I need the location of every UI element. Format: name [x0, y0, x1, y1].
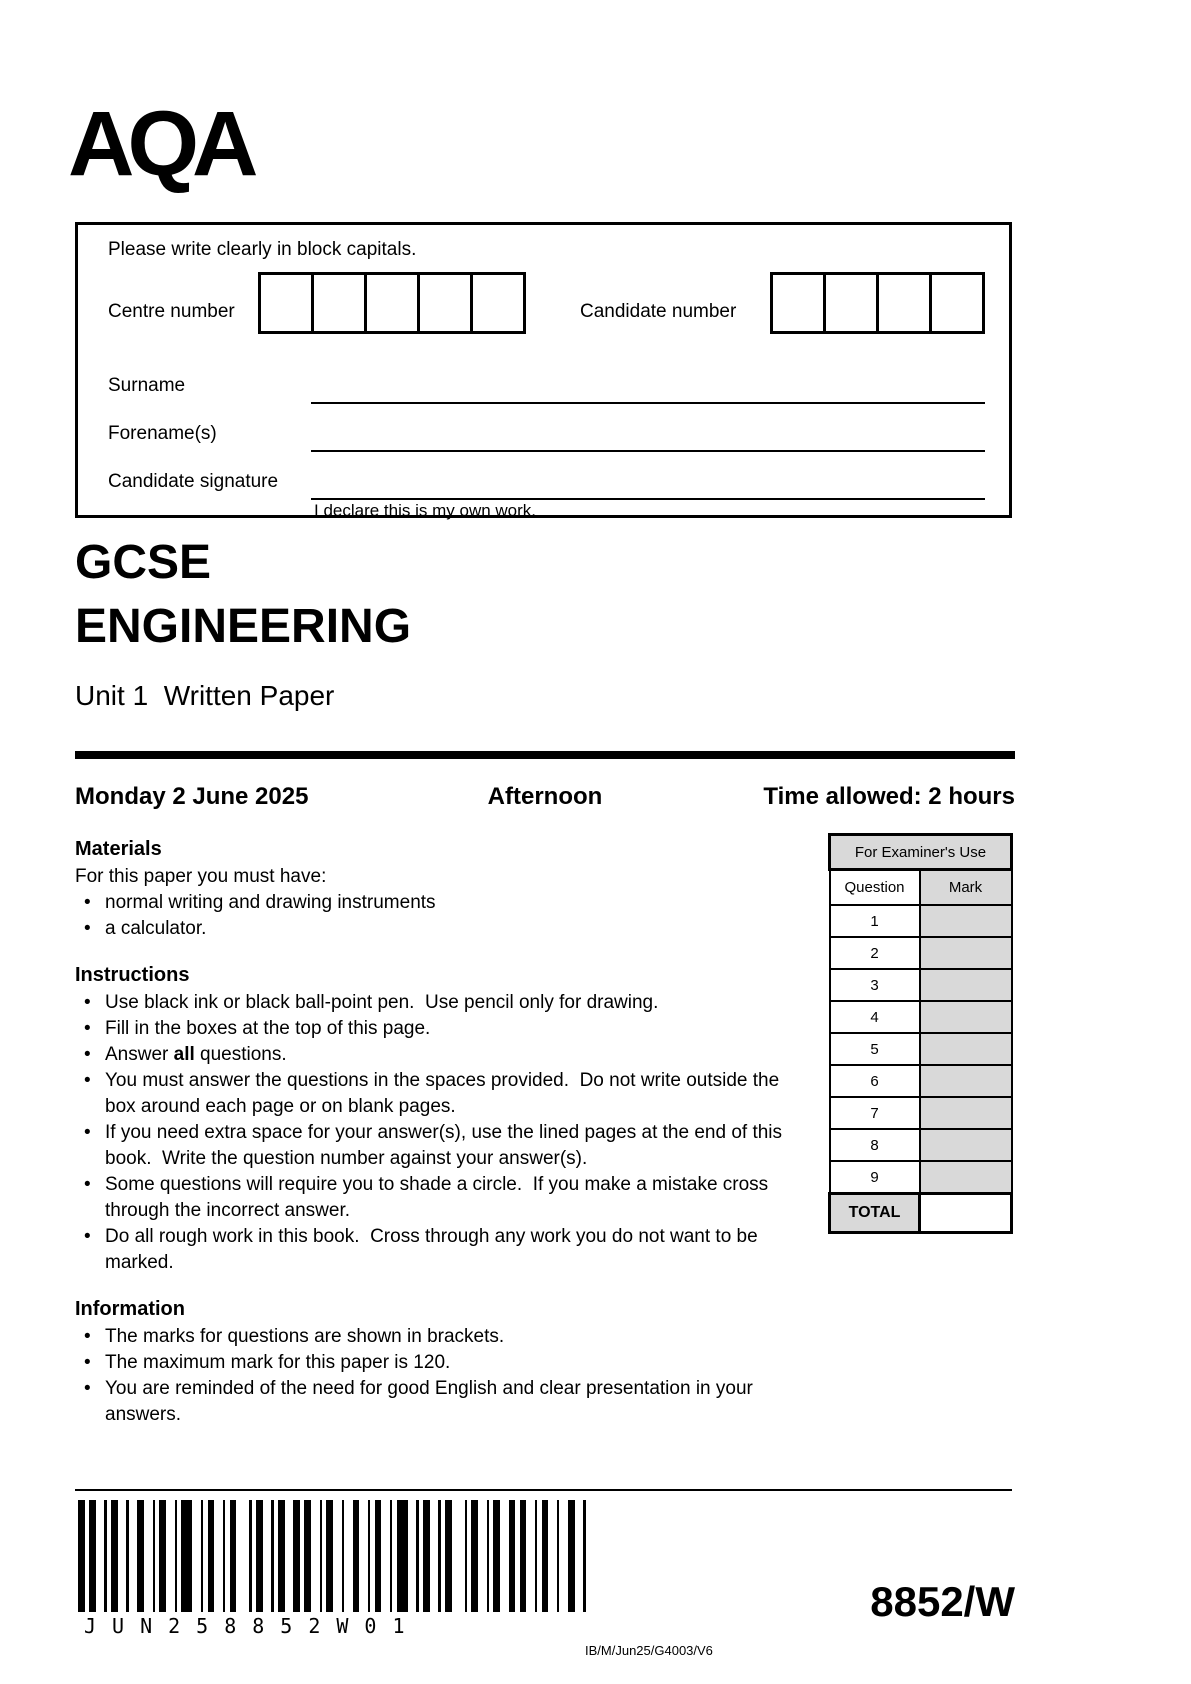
total-mark-cell — [920, 1194, 1012, 1233]
materials-intro: For this paper you must have: — [75, 866, 327, 887]
barcode-text: JUN258852W01 — [84, 1614, 421, 1638]
question-number-cell: 7 — [830, 1097, 920, 1129]
bullet-item: • a calculator. — [75, 916, 807, 942]
bullet-item: • The marks for questions are shown in brackets. — [75, 1324, 807, 1350]
bullet-item: • normal writing and drawing instruments — [75, 890, 807, 916]
entry-cell[interactable] — [258, 272, 314, 334]
bullet-item: • Do all rough work in this book. Cross through any work you do not want to be marked. — [75, 1224, 807, 1276]
information-heading: Information — [75, 1298, 185, 1320]
examiner-use-table — [828, 833, 1013, 1234]
mark-cell — [920, 1161, 1012, 1194]
instructions-heading: Instructions — [75, 964, 190, 986]
candidate-details-box — [75, 222, 1012, 518]
entry-cell[interactable] — [876, 272, 932, 334]
question-mark-row — [830, 1065, 1012, 1097]
question-number-cell: 1 — [830, 905, 920, 937]
bullet-item: • Some questions will require you to shade a circle. If you make a mistake cross through the incorrect answer. — [75, 1172, 807, 1224]
question-column-header: Question — [830, 870, 920, 906]
question-number-cell: 8 — [830, 1129, 920, 1161]
question-mark-row — [830, 1129, 1012, 1161]
mark-cell — [920, 1097, 1012, 1129]
materials-list — [75, 890, 807, 942]
entry-cell[interactable] — [470, 272, 526, 334]
question-mark-row — [830, 1161, 1012, 1194]
surname-field[interactable] — [311, 402, 985, 404]
unit-title: Unit 1 Written Paper — [75, 680, 335, 711]
mark-cell — [920, 1129, 1012, 1161]
entry-cell[interactable] — [417, 272, 473, 334]
exam-date: Monday 2 June 2025 — [75, 783, 309, 810]
mark-cell — [920, 905, 1012, 937]
bullet-item: • You must answer the questions in the spaces provided. Do not write outside the box around each page or on blank pages. — [75, 1068, 807, 1120]
entry-cell[interactable] — [770, 272, 826, 334]
mark-cell — [920, 969, 1012, 1001]
question-mark-row — [830, 1033, 1012, 1065]
centre-number-boxes[interactable] — [258, 272, 526, 334]
question-mark-row — [830, 1097, 1012, 1129]
mark-cell — [920, 1033, 1012, 1065]
candidate-number-label: Candidate number — [580, 301, 737, 322]
bullet-item: • You are reminded of the need for good English and clear presentation in your answers. — [75, 1376, 807, 1428]
declaration-text: I declare this is my own work. — [314, 501, 537, 520]
entry-cell[interactable] — [364, 272, 420, 334]
mark-cell — [920, 1065, 1012, 1097]
signature-label: Candidate signature — [108, 471, 279, 492]
surname-label: Surname — [108, 375, 186, 396]
barcode — [78, 1500, 600, 1638]
entry-cell[interactable] — [929, 272, 985, 334]
total-label-cell: TOTAL — [830, 1194, 920, 1233]
forenames-label: Forename(s) — [108, 423, 217, 444]
bullet-item: • Answer all questions. — [75, 1042, 807, 1068]
examiner-table-body — [830, 835, 1012, 1233]
session-row — [75, 783, 1015, 811]
question-number-cell: 4 — [830, 1001, 920, 1033]
question-mark-row — [830, 905, 1012, 937]
exam-session: Afternoon — [487, 783, 603, 810]
aqa-logo: AQA — [68, 93, 252, 195]
bullet-item: • If you need extra space for your answer(s), use the lined pages at the end of this book. Write the question number against your answer(s). — [75, 1120, 807, 1172]
question-number-cell: 9 — [830, 1161, 920, 1194]
forenames-field[interactable] — [311, 450, 985, 452]
question-mark-row — [830, 937, 1012, 969]
question-number-cell: 2 — [830, 937, 920, 969]
bullet-item: • The maximum mark for this paper is 120. — [75, 1350, 807, 1376]
barcode-bars — [78, 1500, 600, 1612]
title-divider-rule — [75, 751, 1015, 759]
question-number-cell: 3 — [830, 969, 920, 1001]
time-allowed: Time allowed: 2 hours — [763, 783, 1015, 810]
centre-number-label: Centre number — [108, 301, 235, 322]
bullet-item: • Use black ink or black ball-point pen. Use pencil only for drawing. — [75, 990, 807, 1016]
mark-column-header: Mark — [920, 870, 1012, 906]
question-mark-row — [830, 1001, 1012, 1033]
materials-heading: Materials — [75, 838, 162, 860]
entry-cell[interactable] — [823, 272, 879, 334]
bullet-item: • Fill in the boxes at the top of this page. — [75, 1016, 807, 1042]
examiner-table-title: For Examiner's Use — [830, 835, 1012, 870]
block-capitals-instruction: Please write clearly in block capitals. — [108, 239, 417, 260]
question-number-cell: 5 — [830, 1033, 920, 1065]
mark-cell — [920, 937, 1012, 969]
information-list — [75, 1324, 807, 1428]
mark-cell — [920, 1001, 1012, 1033]
candidate-number-boxes[interactable] — [770, 272, 985, 334]
qualification-title: GCSE — [75, 536, 212, 589]
question-mark-row — [830, 969, 1012, 1001]
front-matter-column — [75, 836, 807, 1428]
entry-cell[interactable] — [311, 272, 367, 334]
paper-code: 8852/W — [870, 1578, 1015, 1625]
instructions-list — [75, 990, 807, 1276]
subject-title: ENGINEERING — [75, 600, 412, 653]
footer-divider-rule — [75, 1489, 1012, 1491]
signature-field[interactable] — [311, 498, 985, 500]
question-number-cell: 6 — [830, 1065, 920, 1097]
reference-code: IB/M/Jun25/G4003/V6 — [585, 1643, 713, 1658]
